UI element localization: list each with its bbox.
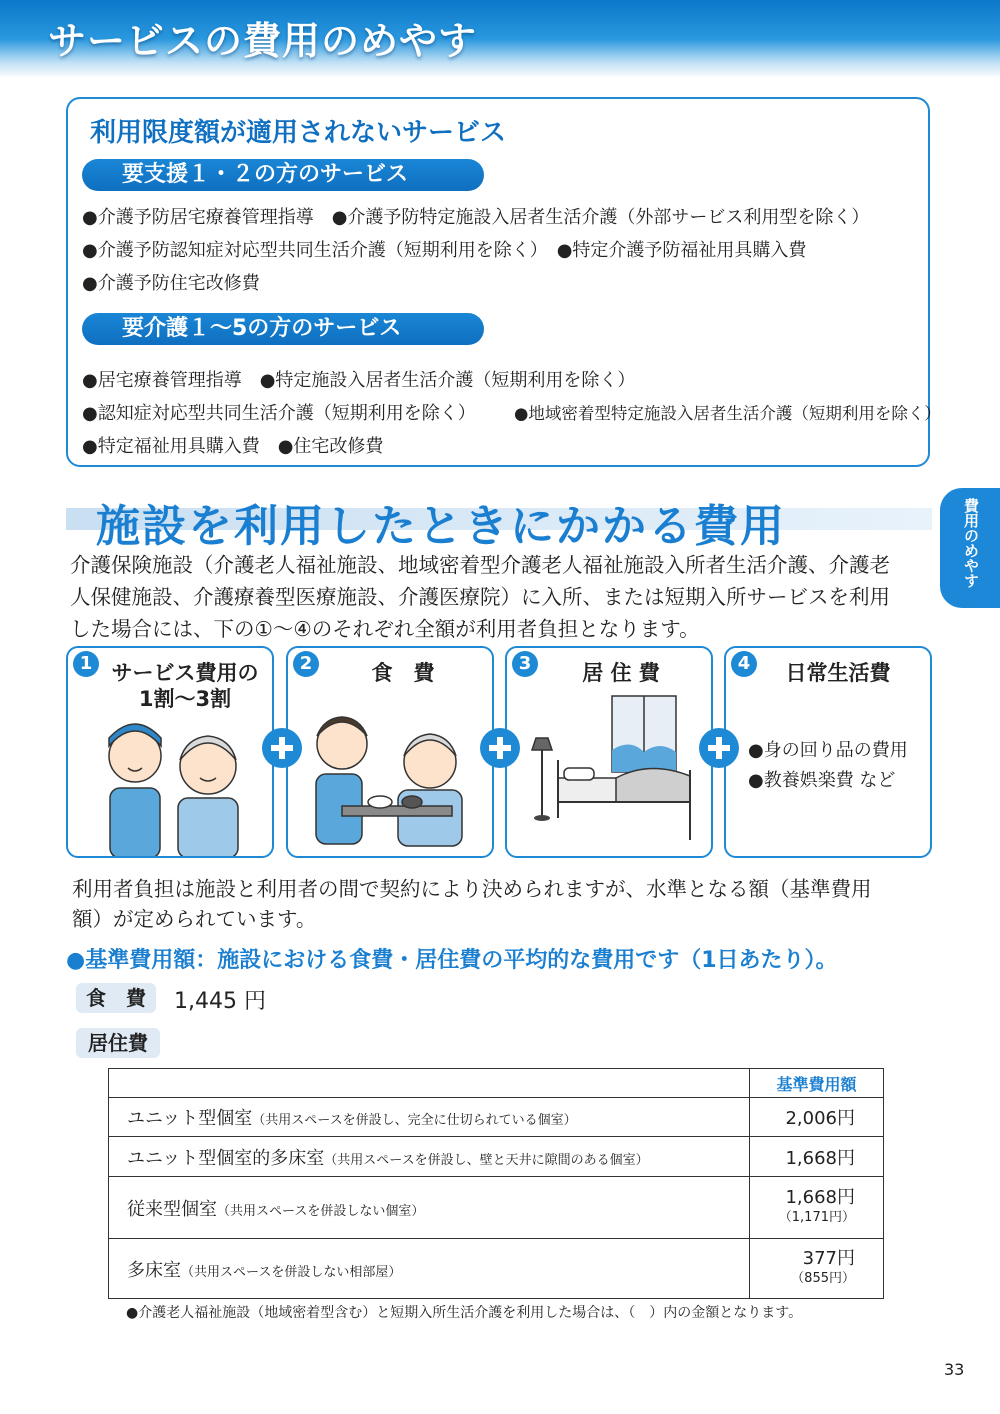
plus-icon [699,728,739,768]
room-type: ユニット型個室 [127,1108,253,1129]
list-item: ●介護予防住宅改修費 [82,273,260,294]
room-cost: 1,668円 [785,1186,855,1208]
room-cost-special: （855円） [791,1270,855,1286]
card-label: 日常生活費 [785,661,891,685]
table-header-row [109,1069,884,1098]
footnote: ●介護老人福祉施設（地域密着型含む）と短期入所生活介護を利用した場合は、（ ）内の金額となります。 [126,1305,803,1321]
list-item: ●地域密着型特定施設入居者生活介護（短期利用を除く） [514,404,941,423]
table-row [109,1137,884,1177]
intro-text: した場合には、下の①～④のそれぞれ全額が利用者負担となります。 [70,617,700,641]
room-type: ユニット型個室的多床室 [127,1147,325,1169]
food-label: 食 費 [76,983,156,1013]
card-label: 居 住 費 [582,661,660,685]
room-note: （共用スペースを併設し、完全に仕切られている個室） [252,1113,577,1128]
room-note: （共用スペースを併設しない個室） [217,1203,425,1219]
card-number: 2 [293,651,319,677]
room-cost: 377円 [802,1247,855,1269]
meal-illustration [302,704,482,854]
section-title: 施設を利用したときにかかる費用 [96,501,786,552]
table-row [109,1098,884,1137]
care-level-heading: 要介護１～5の方のサービス [82,313,484,345]
list-item: ●認知症対応型共同生活介護（短期利用を除く） [82,403,476,424]
list-item: ●居宅療養管理指導 ●特定施設入居者生活介護（短期利用を除く） [82,370,636,391]
card-number: 3 [512,651,538,677]
list-item: ●介護予防認知症対応型共同生活介護（短期利用を除く） ●特定介護予防福祉用具購入費 [82,240,807,261]
housing-label: 居住費 [76,1028,160,1058]
table-row [109,1177,884,1239]
page-title: サービスの費用のめやす [48,19,478,63]
list-item: ●特定福祉用具購入費 ●住宅改修費 [82,436,384,457]
room-cost-special: （1,171円） [778,1209,855,1225]
room-cost: 2,006円 [750,1098,884,1137]
plus-icon [480,728,520,768]
bed-room-illustration [520,690,700,852]
room-type: 多床室 [127,1259,181,1281]
room-cost: 1,668円 [750,1137,884,1177]
explanation-text: 額）が定められています。 [72,907,317,931]
daily-item: ●身の回り品の費用 [748,740,908,761]
intro-text: 人保健施設、介護療養型医療施設、介護医療院）に入所、または短期入所サービスを利用 [70,585,890,609]
box-title: 利用限度額が適用されないサービス [90,118,507,148]
table-row [109,1239,884,1299]
room-note: （共用スペースを併設しない相部屋） [181,1264,402,1280]
card-label: 食 費 [371,661,435,685]
housing-cost-table [108,1068,884,1299]
support-level-heading: 要支援１・２の方のサービス [82,159,484,191]
list-item: ●介護予防居宅療養管理指導 ●介護予防特定施設入居者生活介護（外部サービス利用型を除く） [82,207,870,228]
plus-icon [262,728,302,768]
standard-cost-heading: ●基準費用額：施設における食費・居住費の平均的な費用です（1日あたり）。 [66,948,838,973]
daily-item: ●教養娯楽費 など [748,770,896,791]
room-note: （共用スペースを併設し、壁と天井に隙間のある個室） [324,1152,649,1168]
card-number: 1 [73,651,99,677]
page-number: 33 [944,1360,965,1379]
explanation-text: 利用者負担は施設と利用者の間で契約により決められますが、水準となる額（基準費用 [72,877,872,901]
caregiver-elder-illustration [90,708,268,856]
side-tab-label: 費用のめやす [962,498,980,588]
table-header-cell: 基準費用額 [750,1069,884,1098]
card-label: 1割～3割 [138,687,232,711]
room-type: 従来型個室 [127,1198,217,1220]
card-number: 4 [731,651,757,677]
food-value: 1,445 円 [174,989,266,1014]
card-label: サービス費用の [111,661,259,685]
intro-text: 介護保険施設（介護老人福祉施設、地域密着型介護老人福祉施設入所者生活介護、介護老 [70,553,890,577]
